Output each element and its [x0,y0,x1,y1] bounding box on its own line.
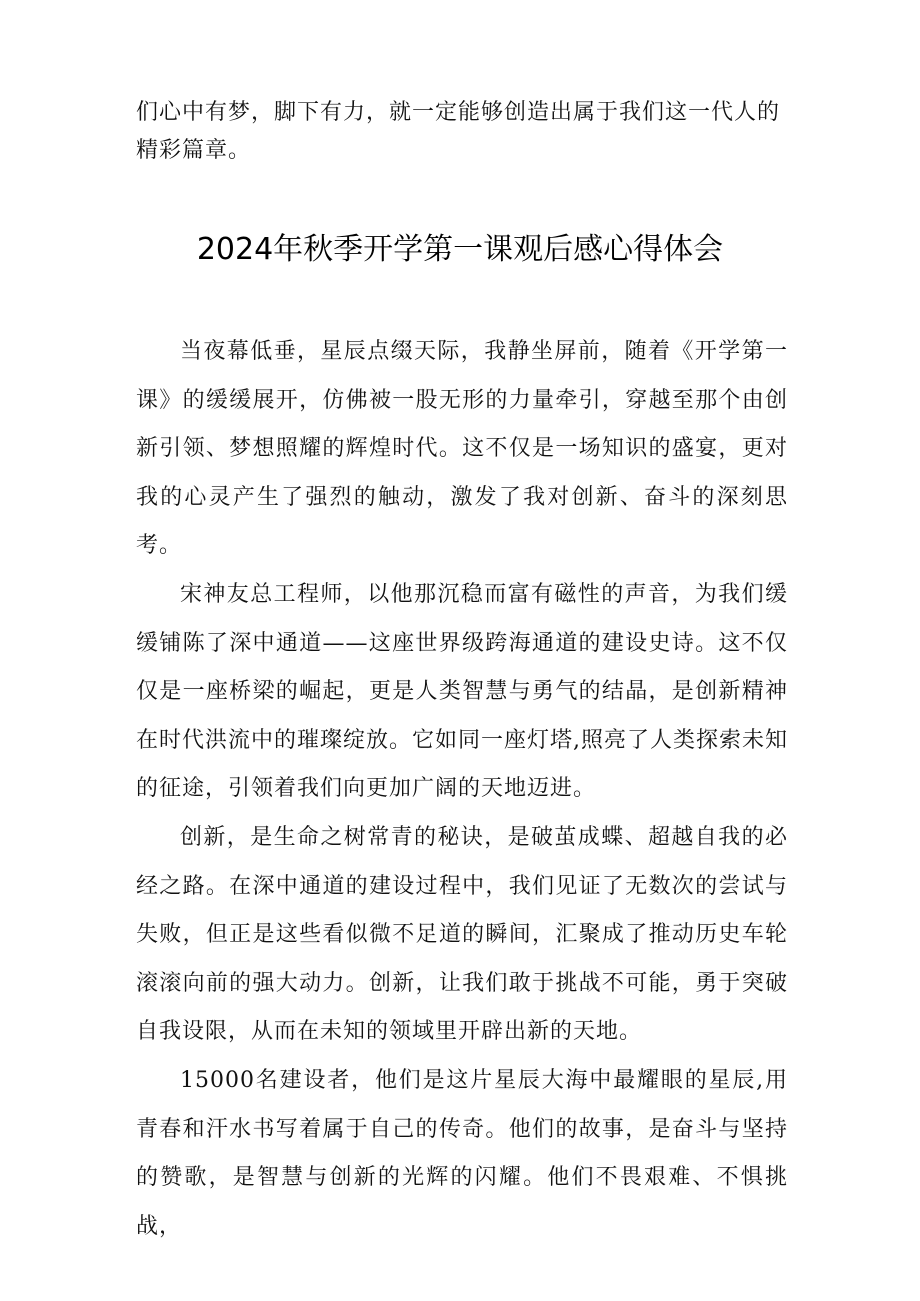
article-title: 2024年秋季开学第一课观后感心得体会 [196,232,724,267]
paragraph-3: 创新，是生命之树常青的秘诀，是破茧成蝶、超越自我的必经之路。在深中通道的建设过程中，我们见证了无数次的尝试与失败，但正是这些看似微不足道的瞬间，汇聚成了推动历史车轮滚滚向前的强大动力。创新，让我们敢于挑战不可能，勇于突破自我设限，从而在未知的领域里开辟出新的天地。 [136,824,788,1045]
paragraph-4: 15000名建设者，他们是这片星辰大海中最耀眼的星辰,用青春和汗水书写着属于自己的传奇。他们的故事，是奋斗与坚持的赞歌，是智慧与创新的光辉的闪耀。他们不畏艰难、不惧挑战， [136,1067,788,1239]
previous-page-ending-text: 们心中有梦，脚下有力，就一定能够创造出属于我们这一代人的精彩篇章。 [136,100,781,163]
paragraph-1: 当夜幕低垂，星辰点缀天际，我静坐屏前，随着《开学第一课》的缓缓展开，仿佛被一股无形的力量牵引，穿越至那个由创新引领、梦想照耀的辉煌时代。这不仅是一场知识的盛宴，更对我的心灵产生了强烈的触动，激发了我对创新、奋斗的深刻思考。 [136,339,788,559]
article-body [136,328,788,1251]
paragraph-2: 宋神友总工程师，以他那沉稳而富有磁性的声音，为我们缓缓铺陈了深中通道——这座世界级跨海通道的建设史诗。这不仅仅是一座桥梁的崛起，更是人类智慧与勇气的结晶，是创新精神在时代洪流中的璀璨绽放。它如同一座灯塔,照亮了人类探索未知的征途，引领着我们向更加广阔的天地迈进。 [136,581,788,802]
